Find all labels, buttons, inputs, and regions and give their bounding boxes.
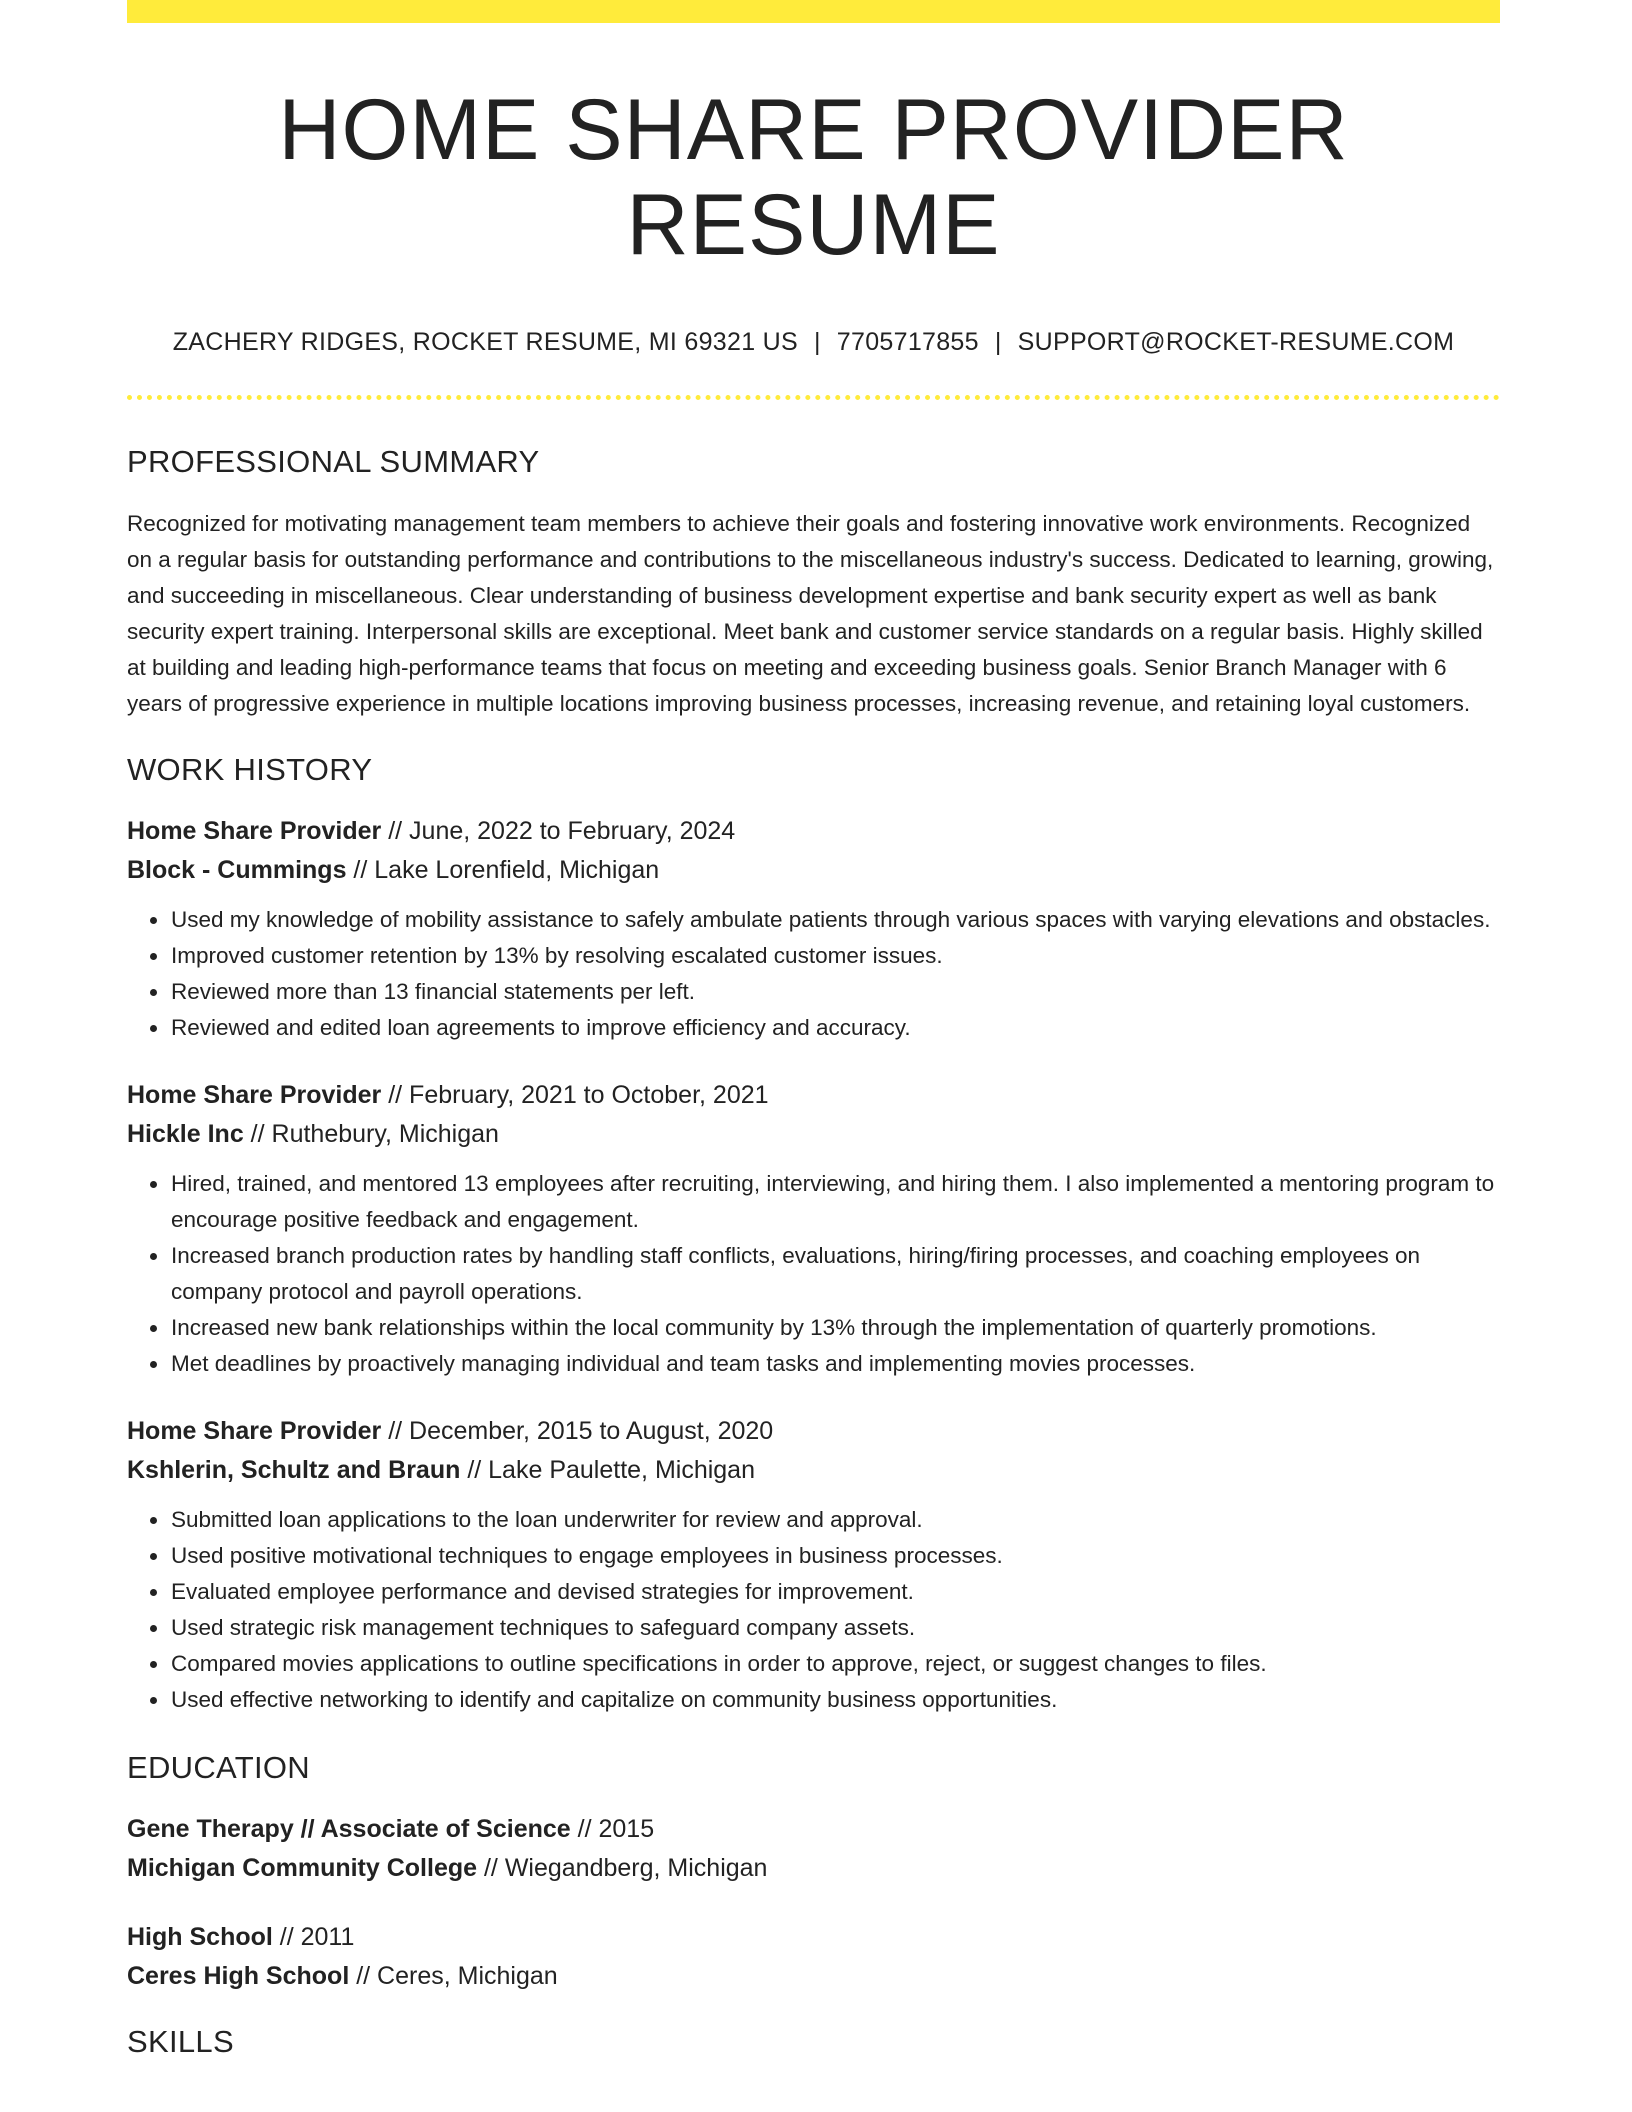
contact-phone: 7705717855 [836,328,979,357]
education-year: // 2011 [272,1923,355,1952]
job-bullets [127,902,1500,1046]
contact-separator: | [814,328,821,357]
list-item: • Used effective networking to identify and capitalize on community business opportunities. [170,1682,1500,1718]
dotted-divider [127,395,1500,400]
summary-heading: PROFESSIONAL SUMMARY [127,444,540,480]
list-item: • Improved customer retention by 13% by resolving escalated customer issues. [170,938,1500,974]
education-school-line [127,1957,1500,1996]
job-entry [127,812,1500,1046]
job-title-line [127,1076,1500,1115]
job-company-line [127,1115,1500,1154]
job-title-line [127,812,1500,851]
list-item: • Used positive motivational techniques to engage employees in business processes. [170,1538,1500,1574]
list-item: • Met deadlines by proactively managing individual and team tasks and implementing movies processes. [170,1346,1500,1382]
job-company-line [127,851,1500,890]
list-item: • Reviewed more than 13 financial statements per left. [170,974,1500,1010]
job-company: Block - Cummings [127,856,347,885]
list-item: • Increased branch production rates by handling staff conflicts, evaluations, hiring/firing processes, and coaching employees on company protocol and payroll operations. [170,1238,1500,1310]
list-item: • Reviewed and edited loan agreements to improve efficiency and accuracy. [170,1010,1500,1046]
work-history-heading: WORK HISTORY [127,752,373,788]
resume-page [127,0,1500,2060]
education-degree-line [127,1810,1500,1849]
job-dates: // February, 2021 to October, 2021 [381,1081,769,1110]
job-title-line [127,1412,1500,1451]
contact-separator: | [994,328,1002,357]
summary-text: Recognized for motivating management team members to achieve their goals and fostering innovative work environments. Recognized on a regular basis for outstanding performance and contributions to the miscellaneous industry's success. Dedicated to learning, growing, and succeeding in miscellaneous. Clear understanding of business development expertise and bank security expert as well as bank security expert training. Interpersonal skills are exceptional. Meet bank and customer service standards on a regular basis. Highly skilled at building and leading high-performance teams that focus on meeting and exceeding business goals. Senior Branch Manager with 6 years of progressive experience in multiple locations improving business processes, increasing revenue, and retaining loyal customers. [127,511,1494,717]
education-school: Michigan Community College [127,1854,478,1883]
education-location: // Ceres, Michigan [349,1962,558,1991]
education-entry [127,1810,1500,1888]
list-item: • Submitted loan applications to the loan underwriter for review and approval. [170,1502,1500,1538]
education-degree: Gene Therapy // Associate of Science [127,1815,571,1844]
job-dates: // June, 2022 to February, 2024 [381,817,736,846]
job-location: // Ruthebury, Michigan [243,1120,499,1149]
list-item: • Evaluated employee performance and devised strategies for improvement. [170,1574,1500,1610]
education-degree-line [127,1918,1500,1957]
list-item: • Hired, trained, and mentored 13 employees after recruiting, interviewing, and hiring them. I also implemented a mentoring program to encourage positive feedback and engagement. [170,1166,1500,1238]
job-title: Home Share Provider [127,817,382,846]
list-item: • Increased new bank relationships within the local community by 13% through the implementation of quarterly promotions. [170,1310,1500,1346]
list-item: • Compared movies applications to outline specifications in order to approve, reject, or suggest changes to files. [170,1646,1500,1682]
contact-line [127,328,1500,357]
job-bullets [127,1502,1500,1718]
education-school: Ceres High School [127,1962,350,1991]
job-location: // Lake Paulette, Michigan [460,1456,755,1485]
job-entry [127,1412,1500,1718]
contact-address: ZACHERY RIDGES, ROCKET RESUME, MI 69321 US [172,328,798,357]
job-company: Kshlerin, Schultz and Braun [127,1456,461,1485]
resume-title: HOME SHARE PROVIDER RESUME [278,82,1349,273]
education-heading: EDUCATION [127,1750,310,1786]
education-school-line [127,1849,1500,1888]
list-item: • Used my knowledge of mobility assistance to safely ambulate patients through various spaces with varying elevations and obstacles. [170,902,1500,938]
education-entry [127,1918,1500,1996]
job-title: Home Share Provider [127,1417,382,1446]
job-company: Hickle Inc [127,1120,244,1149]
job-entry [127,1076,1500,1382]
job-title: Home Share Provider [127,1081,382,1110]
contact-email: SUPPORT@ROCKET-RESUME.COM [1017,328,1455,357]
education-year: // 2015 [570,1815,655,1844]
education-location: // Wiegandberg, Michigan [477,1854,768,1883]
job-location: // Lake Lorenfield, Michigan [346,856,660,885]
skills-heading: SKILLS [127,2024,234,2060]
list-item: • Used strategic risk management techniques to safeguard company assets. [170,1610,1500,1646]
education-degree: High School [127,1923,273,1952]
job-company-line [127,1451,1500,1490]
job-dates: // December, 2015 to August, 2020 [381,1417,774,1446]
job-bullets [127,1166,1500,1382]
accent-top-bar [127,0,1500,23]
